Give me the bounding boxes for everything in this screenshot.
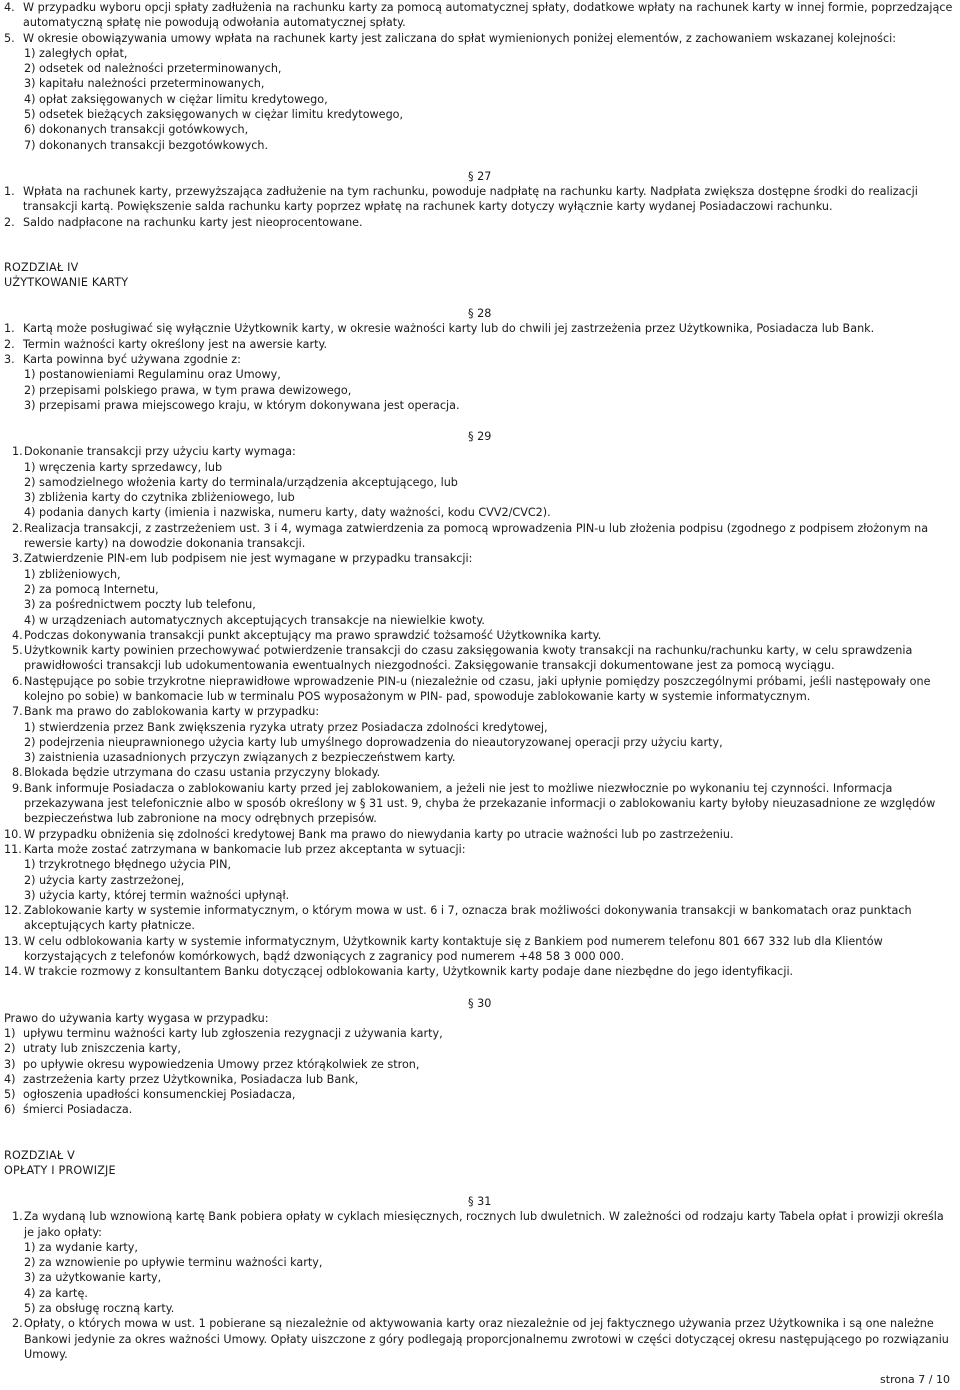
item-text: Wpłata na rachunek karty, przewyższająca zadłużenie na tym rachunku, powoduje nadpłatę na rachunku karty. Nadpłata zwiększa dostępne środki do realizacji transakcji kartą. Powiększenie salda rachunku karty poprzez wpłatę na rachunek karty dotyczy wyłącznie karty wydanej Posiadaczowi rachunku.: [23, 184, 918, 214]
sub-list: [4, 567, 954, 628]
item-text: W celu odblokowania karty w systemie informatycznym, Użytkownik karty kontaktuje się z Bankiem pod numerem telefonu 801 667 332 lub dla Klientów korzystających z telefonów komórkowych, bądź dzwoniących z zagranicy pod numerem +48 58 3 000 000.: [24, 934, 883, 964]
sub-list-item: 3) zaistnienia uzasadnionych przyczyn związanych z bezpieczeństwem karty.: [24, 751, 456, 765]
sub-list-item: 3) za użytkowanie karty,: [24, 1271, 162, 1285]
item-text: ogłoszenia upadłości konsumenckiej Posiadacza,: [23, 1088, 296, 1102]
list-item: [4, 337, 954, 352]
list-item: [4, 842, 954, 857]
item-text: zastrzeżenia karty przez Użytkownika, Posiadacza lub Bank,: [23, 1072, 359, 1086]
item-text: Blokada będzie utrzymana do czasu ustania przyczyny blokady.: [24, 766, 381, 780]
item-text: W przypadku wyboru opcji spłaty zadłużenia na rachunku karty za pomocą automatycznej spłaty, dodatkowe wpłaty na rachunek karty w innej formie, poprzedzające automatyczną spłatę nie powodują odwołania automatycznej spłaty.: [23, 1, 953, 30]
item-number: 1.: [4, 322, 15, 336]
section-heading: § 31: [468, 1195, 492, 1209]
sub-list-item: 6) dokonanych transakcji gotówkowych,: [24, 123, 249, 137]
item-number: 3): [4, 1057, 16, 1071]
sub-list-item: 2) użycia karty zastrzeżonej,: [24, 873, 185, 887]
list-item: [4, 704, 954, 719]
list-item: [4, 765, 954, 780]
item-text: śmierci Posiadacza.: [23, 1103, 133, 1117]
item-number: 6.: [12, 674, 23, 688]
sub-list-item: 3) użycia karty, której termin ważności upłynął.: [24, 888, 290, 902]
chapter-title: UŻYTKOWANIE KARTY: [4, 276, 129, 290]
item-text: po upływie okresu wypowiedzenia Umowy przez którąkolwiek ze stron,: [23, 1057, 420, 1071]
list-item: [4, 1041, 954, 1056]
sub-list: [4, 857, 954, 903]
list-item: [4, 321, 954, 336]
list-item: [4, 521, 954, 552]
item-number: 12.: [4, 904, 22, 918]
list-item: [4, 1087, 954, 1102]
section-intro: Prawo do używania karty wygasa w przypadku:: [4, 1011, 269, 1025]
list-item: [4, 0, 954, 31]
sub-list: [4, 46, 954, 153]
sub-list: [4, 367, 954, 413]
item-number: 2.: [12, 521, 23, 535]
item-number: 6): [4, 1103, 16, 1117]
item-number: 2.: [12, 1317, 23, 1331]
item-number: 4): [4, 1072, 16, 1086]
list-item: [4, 827, 954, 842]
sub-list-item: 2) podejrzenia nieuprawnionego użycia karty lub umyślnego doprowadzenia do nieautoryzowanej operacji przy użyciu karty,: [24, 735, 723, 749]
sub-list-item: 2) za wznowienie po upływie terminu ważności karty,: [24, 1256, 323, 1270]
item-number: 11.: [4, 842, 22, 856]
item-text: utraty lub zniszczenia karty,: [23, 1042, 181, 1056]
item-text: Następujące po sobie trzykrotne nieprawidłowe wprowadzenie PIN-u (niezależnie od czasu, jaki upłynie pomiędzy poszczególnymi próbami, jeśli następowały one kolejno po sobie) w bankomacie lub w terminalu POS wyposażonym w PIN- pad, spowoduje zablokowanie karty w systemie informatycznym.: [24, 674, 931, 703]
item-text: Podczas dokonywania transakcji punkt akceptujący ma prawo sprawdzić tożsamość Użytkownika karty.: [24, 628, 602, 642]
item-number: 4.: [12, 628, 23, 642]
sub-list-item: 1) trzykrotnego błędnego użycia PIN,: [24, 858, 232, 872]
section-heading: § 28: [468, 307, 492, 321]
item-number: 2.: [4, 215, 15, 229]
section-heading: § 27: [468, 169, 492, 183]
sub-list-item: 2) za pomocą Internetu,: [24, 582, 159, 596]
item-number: 5.: [4, 31, 15, 45]
item-number: 9.: [12, 781, 23, 795]
sub-list-item: 1) za wydanie karty,: [24, 1240, 138, 1254]
item-text: Zatwierdzenie PIN-em lub podpisem nie jest wymagane w przypadku transakcji:: [24, 552, 473, 566]
page-number: strona 7 / 10: [880, 1373, 950, 1386]
sub-list-item: 4) opłat zaksięgowanych w ciężar limitu kredytowego,: [24, 92, 328, 106]
item-text: Opłaty, o których mowa w ust. 1 pobierane są niezależnie od aktywowania karty oraz niezależnie od jej faktycznego używania przez Użytkownika i są one należne Bankowi jedynie za okres ważności Umowy. Opłaty uiszczone z góry podlegają proporcjonalnemu zwrotowi w części dotyczącej okresu następującego po rozwiązaniu Umowy.: [24, 1317, 949, 1361]
item-number: 1.: [12, 1210, 23, 1224]
item-text: Bank ma prawo do zablokowania karty w przypadku:: [24, 705, 320, 719]
sub-list-item: 4) w urządzeniach automatycznych akceptujących transakcje na niewielkie kwoty.: [24, 613, 485, 627]
item-text: Karta powinna być używana zgodnie z:: [23, 353, 241, 367]
item-text: Użytkownik karty powinien przechowywać potwierdzenie transakcji do czasu zaksięgowania kwoty transakcji na rachunku/rachunku karty, w celu sprawdzenia prawidłowości transakcji lub udokumentowania ewentualnych niezgodności. Zaksięgowanie transakcji dokumentowane jest za pomocą wyciągu.: [24, 644, 913, 673]
item-text: upływu terminu ważności karty lub zgłoszenia rezygnacji z używania karty,: [23, 1026, 443, 1040]
item-number: 10.: [4, 827, 22, 841]
item-text: Zablokowanie karty w systemie informatycznym, o którym mowa w ust. 6 i 7, oznacza brak możliwości dokonywania transakcji w bankomatach oraz punktach akceptujących karty płatnicze.: [24, 904, 912, 933]
sub-list-item: 5) odsetek bieżących zaksięgowanych w ciężar limitu kredytowego,: [24, 108, 404, 122]
item-number: 1): [4, 1026, 16, 1040]
list-item: [4, 215, 954, 230]
sub-list-item: 1) stwierdzenia przez Bank zwiększenia ryzyka utraty przez Posiadacza zdolności kredytowej,: [24, 720, 548, 734]
list-item: [4, 1209, 954, 1240]
sub-list-item: 2) przepisami polskiego prawa, w tym prawa dewizowego,: [24, 383, 352, 397]
item-number: 2): [4, 1042, 16, 1056]
item-text: W okresie obowiązywania umowy wpłata na rachunek karty jest zaliczana do spłat wymienionych poniżej elementów, z zachowaniem wskazanej kolejności:: [23, 31, 897, 45]
list-item: [4, 1102, 954, 1117]
sub-list-item: 1) postanowieniami Regulaminu oraz Umowy,: [24, 368, 281, 382]
sub-list: [4, 720, 954, 766]
sub-list-item: 5) za obsługę roczną karty.: [24, 1302, 175, 1316]
item-text: Kartą może posługiwać się wyłącznie Użytkownik karty, w okresie ważności karty lub do chwili jej zastrzeżenia przez Użytkownika, Posiadacza lub Bank.: [23, 322, 875, 336]
sub-list-item: 7) dokonanych transakcji bezgotówkowych.: [24, 138, 269, 152]
sub-list: [4, 1240, 954, 1316]
sub-list-item: 3) za pośrednictwem poczty lub telefonu,: [24, 598, 256, 612]
item-number: 1.: [4, 184, 15, 198]
item-number: 3.: [12, 552, 23, 566]
list-item: [4, 444, 954, 459]
list-item: [4, 903, 954, 934]
list-item: [4, 1316, 954, 1362]
item-number: 4.: [4, 1, 15, 14]
list-item: [4, 551, 954, 566]
item-text: Dokonanie transakcji przy użyciu karty wymaga:: [24, 445, 296, 459]
item-number: 14.: [4, 965, 22, 979]
sub-list-item: 3) przepisami prawa miejscowego kraju, w którym dokonywana jest operacja.: [24, 398, 460, 412]
chapter-title: OPŁATY I PROWIZJE: [4, 1164, 116, 1177]
sub-list-item: 3) kapitału należności przeterminowanych,: [24, 77, 265, 91]
sub-list-item: 2) odsetek od należności przeterminowanych,: [24, 62, 282, 76]
sub-list-item: 1) wręczenia karty sprzedawcy, lub: [24, 460, 223, 474]
sub-list-item: 4) podania danych karty (imienia i nazwiska, numeru karty, daty ważności, kodu CVV2/CVC2).: [24, 506, 551, 520]
sub-list-item: 2) samodzielnego włożenia karty do terminala/urządzenia akceptującego, lub: [24, 475, 458, 489]
list-item: [4, 964, 954, 979]
section-heading: § 30: [468, 996, 492, 1010]
list-item: [4, 628, 954, 643]
chapter-number: ROZDZIAŁ V: [4, 1148, 75, 1162]
item-text: W trakcie rozmowy z konsultantem Banku dotyczącej odblokowania karty, Użytkownik karty podaje dane niezbędne do jego identyfikacji.: [24, 965, 794, 979]
item-number: 2.: [4, 337, 15, 351]
list-item: [4, 1057, 954, 1072]
item-text: Za wydaną lub wznowioną kartę Bank pobiera opłaty w cyklach miesięcznych, rocznych lub dwuletnich. W zależności od rodzaju karty Tabela opłat i prowizji określa je jako opłaty:: [24, 1210, 944, 1239]
list-item: [4, 781, 954, 827]
sub-list: [4, 460, 954, 521]
item-number: 1.: [12, 445, 23, 459]
list-item: [4, 1072, 954, 1087]
list-item: [4, 31, 954, 46]
section-heading: § 29: [468, 430, 492, 444]
list-item: [4, 352, 954, 367]
item-number: 5.: [12, 644, 23, 658]
item-number: 3.: [4, 353, 15, 367]
sub-list-item: 1) zaległych opłat,: [24, 46, 128, 60]
item-number: 7.: [12, 705, 23, 719]
item-text: W przypadku obniżenia się zdolności kredytowej Bank ma prawo do niewydania karty po utracie ważności lub po zastrzeżeniu.: [24, 827, 734, 841]
item-number: 8.: [12, 766, 23, 780]
chapter-number: ROZDZIAŁ IV: [4, 260, 79, 274]
item-number: 5): [4, 1088, 16, 1102]
item-number: 13.: [4, 934, 22, 948]
list-item: [4, 643, 954, 674]
list-item: [4, 1026, 954, 1041]
list-item: [4, 934, 954, 965]
list-item: [4, 184, 954, 215]
item-text: Karta może zostać zatrzymana w bankomacie lub przez akceptanta w sytuacji:: [24, 842, 466, 856]
item-text: Bank informuje Posiadacza o zablokowaniu karty przed jej zablokowaniem, a jeżeli nie jest to możliwe niezwłocznie po wykonaniu tej czynności. Informacja przekazywana jest telefonicznie albo w sposób określony w § 31 ust. 9, chyba że przekazanie informacji o zablokowaniu karty byłoby nieuzasadnione ze względów bezpieczeństwa lub zabronione na mocy odrębnych przepisów.: [24, 781, 936, 826]
sub-list-item: 1) zbliżeniowych,: [24, 567, 121, 581]
sub-list-item: 4) za kartę.: [24, 1286, 88, 1300]
item-text: Saldo nadpłacone na rachunku karty jest nieoprocentowane.: [23, 215, 363, 229]
item-text: Termin ważności karty określony jest na awersie karty.: [23, 337, 328, 351]
list-item: [4, 674, 954, 705]
item-text: Realizacja transakcji, z zastrzeżeniem ust. 3 i 4, wymaga zatwierdzenia za pomocą wprowadzenia PIN-u lub złożenia podpisu (zgodnego z podpisem złożonym na rewersie karty) na dowodzie dokonania transakcji.: [24, 521, 929, 551]
sub-list-item: 3) zbliżenia karty do czytnika zbliżeniowego, lub: [24, 491, 295, 505]
